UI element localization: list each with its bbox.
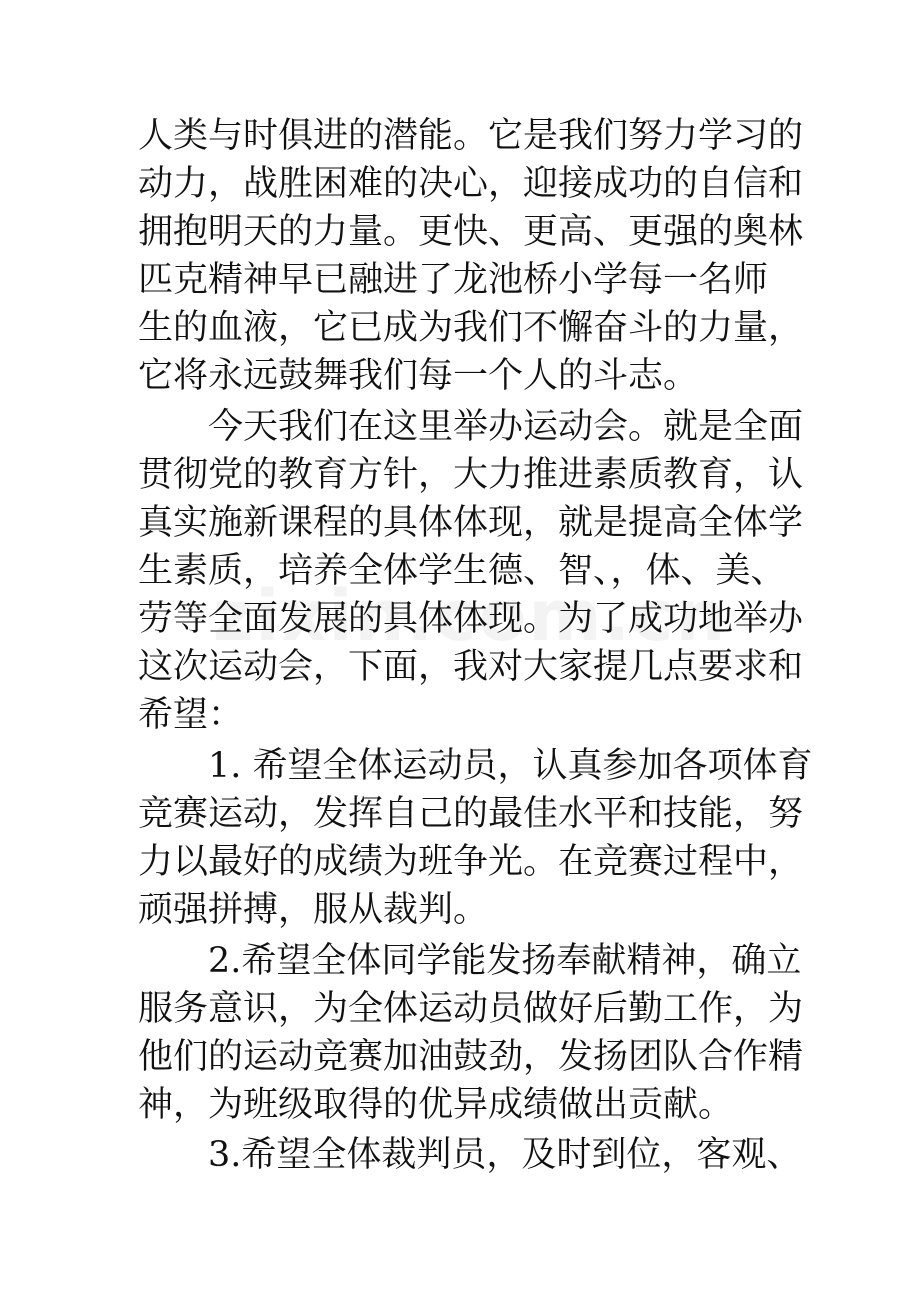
paragraph-line: 生素质，培养全体学生德、智、，体、美、	[138, 551, 786, 591]
paragraph-line: 服务意识，为全体运动员做好后勤工作，为	[138, 989, 804, 1029]
paragraph-line: 希望：	[138, 695, 244, 735]
paragraph-line: 动力，战胜困难的决心，迎接成功的自信和	[138, 164, 804, 204]
paragraph-line: 真实施新课程的具体体现，就是提高全体学	[138, 503, 804, 543]
paragraph-line: 顽强拼搏，服从裁判。	[138, 890, 489, 930]
paragraph-line: 它将永远鼓舞我们每一个人的斗志。	[138, 356, 699, 396]
paragraph-line: 生的血液，它已成为我们不懈奋斗的力量，	[138, 308, 804, 348]
paragraph-line: 2.希望全体同学能发扬奉献精神，确立	[208, 941, 802, 981]
paragraph-line: 人类与时俱进的潜能。它是我们努力学习的	[138, 116, 804, 156]
paragraph-line: 1. 希望全体运动员，认真参加各项体育	[208, 746, 813, 786]
paragraph-line: 拥抱明天的力量。更快、更高、更强的奥林	[138, 212, 804, 252]
paragraph-line: 他们的运动竞赛加油鼓劲，发扬团队合作精	[138, 1037, 804, 1077]
paragraph-line: 力以最好的成绩为班争光。在竞赛过程中，	[138, 842, 804, 882]
paragraph-line: 这次运动会，下面，我对大家提几点要求和	[138, 647, 804, 687]
paragraph-line: 匹克精神早已融进了龙池桥小学每一名师	[138, 260, 769, 300]
paragraph-line: 劳等全面发展的具体体现。为了成功地举办	[138, 599, 804, 639]
paragraph-line: 今天我们在这里举办运动会。就是全面	[208, 407, 804, 447]
paragraph-line: 竞赛运动，发挥自己的最佳水平和技能，努	[138, 794, 804, 834]
paragraph-line: 3.希望全体裁判员，及时到位，客观、	[208, 1135, 802, 1175]
paragraph-line: 贯彻党的教育方针，大力推进素质教育，认	[138, 455, 804, 495]
paragraph-line: 神，为班级取得的优异成绩做出贡献。	[138, 1085, 734, 1125]
